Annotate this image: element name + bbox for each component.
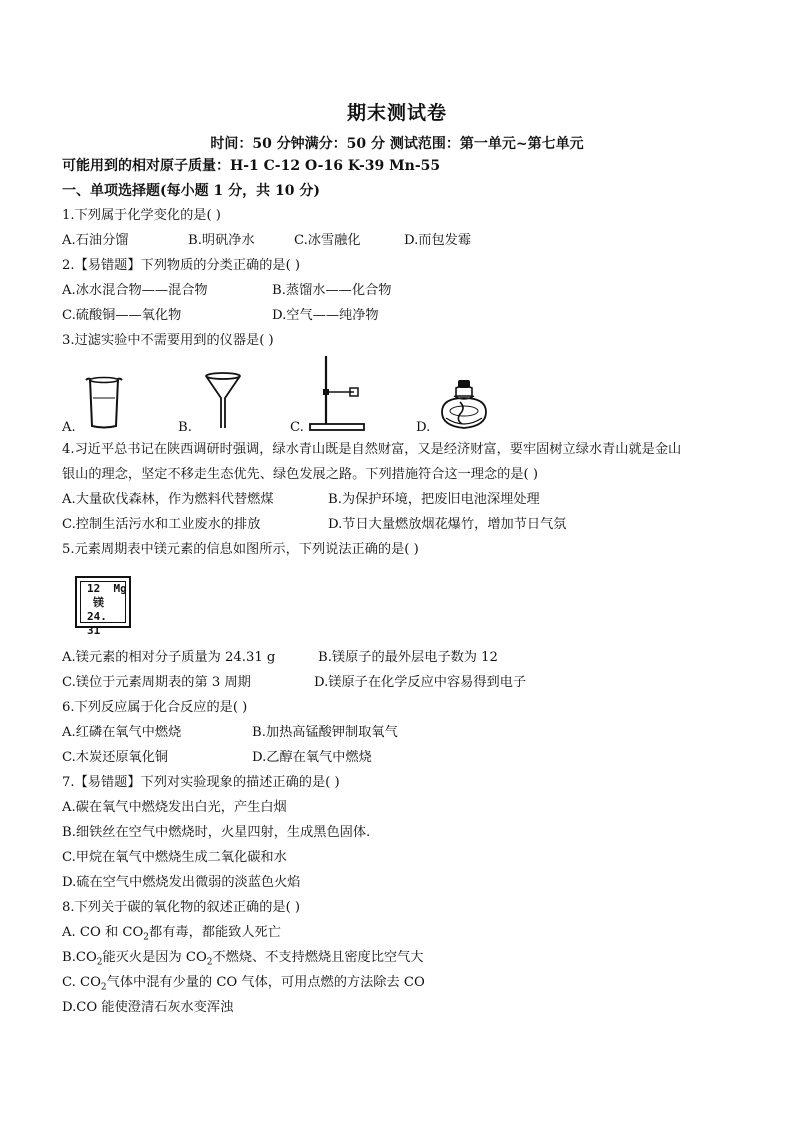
q1-option-a: A.石油分馏 — [62, 233, 129, 248]
q8-b-text-1: B.CO — [62, 950, 97, 965]
q3-stem: 3.过滤实验中不需要用到的仪器是( ) — [62, 333, 274, 348]
alcohol-lamp-icon — [436, 378, 492, 432]
q4-option-c: C.控制生活污水和工业废水的排放 — [62, 517, 261, 532]
q8-stem: 8.下列关于碳的氧化物的叙述正确的是( ) — [62, 900, 301, 915]
q2-row1 — [62, 282, 392, 300]
q8-a-text-1: A. CO 和 CO — [62, 925, 144, 940]
q8-a-sub: 2 — [143, 932, 150, 943]
q5-option-a: A.镁元素的相对分子质量为 24.31 g — [62, 650, 276, 665]
q2-option-a: A.冰水混合物——混合物 — [62, 283, 208, 298]
q6-row2 — [62, 749, 372, 767]
magnesium-element-tile — [75, 576, 131, 637]
q8-option-c — [62, 974, 425, 997]
q8-a-text-2: 都有毒，都能致人死亡 — [149, 925, 281, 940]
q5-row2 — [62, 674, 527, 692]
q5-stem: 5.元素周期表中镁元素的信息如图所示，下列说法正确的是( ) — [62, 542, 419, 557]
q7-option-c: C.甲烷在氧气中燃烧生成二氧化碳和水 — [62, 850, 287, 865]
q3-option-d-label: D. — [416, 420, 431, 435]
q4-option-a: A.大量砍伐森林，作为燃料代替燃煤 — [62, 492, 274, 507]
section-heading: 一、单项选择题(每小题 1 分，共 10 分) — [62, 183, 320, 199]
q3-option-c-label: C. — [290, 420, 304, 435]
q8-option-d: D.CO 能使澄清石灰水变浑浊 — [62, 1000, 234, 1015]
q1-options — [62, 232, 472, 250]
iron-stand-icon — [306, 354, 366, 432]
exam-subtitle: 时间：50 分钟满分：50 分 测试范围：第一单元~第七单元 — [210, 136, 584, 152]
q2-row2 — [62, 307, 379, 325]
q4-option-d: D.节日大量燃放烟花爆竹，增加节日气氛 — [328, 517, 567, 532]
q5-option-d: D.镁原子在化学反应中容易得到电子 — [314, 675, 527, 690]
q2-stem: 2.【易错题】下列物质的分类正确的是( ) — [62, 258, 301, 273]
exam-title: 期末测试卷 — [346, 102, 447, 124]
atomic-masses: 可能用到的相对原子质量：H-1 C-12 O-16 K-39 Mn-55 — [62, 158, 441, 174]
mg-atomic-number: 12 — [87, 582, 101, 595]
q6-option-c: C.木炭还原氧化铜 — [62, 750, 169, 765]
q8-c-sub: 2 — [100, 982, 107, 993]
q6-row1 — [62, 724, 398, 742]
q8-b-text-3: 不燃烧、不支持燃烧且密度比空气大 — [212, 950, 424, 965]
mg-mass: 24. 31 — [87, 610, 107, 637]
q1-option-d: D.而包发霉 — [404, 233, 472, 248]
q1-option-c: C.冰雪融化 — [294, 233, 361, 248]
q5-option-b: B.镁原子的最外层电子数为 12 — [318, 650, 498, 665]
q6-option-d: D.乙醇在氧气中燃烧 — [252, 750, 372, 765]
q3-option-a-label: A. — [62, 420, 76, 435]
q8-c-text-2: 气体中混有少量的 CO 气体，可用点燃的方法除去 CO — [106, 975, 425, 990]
q8-option-a — [62, 924, 281, 947]
q4-row2 — [62, 516, 567, 534]
q1-option-b: B.明矾净水 — [188, 233, 255, 248]
q4-option-b: B.为保护环境，把废旧电池深埋处理 — [328, 492, 540, 507]
q4-row1 — [62, 491, 540, 509]
beaker-icon — [82, 374, 126, 430]
q5-row1 — [62, 649, 498, 667]
q8-b-sub-1: 2 — [96, 957, 103, 968]
q8-b-sub-2: 2 — [206, 957, 213, 968]
q4-stem-line2: 银山的理念，坚定不移走生态优先、绿色发展之路。下列措施符合这一理念的是( ) — [62, 467, 539, 482]
q1-stem: 1.下列属于化学变化的是( ) — [62, 208, 221, 223]
q8-option-b — [62, 949, 423, 972]
q2-option-d: D.空气——纯净物 — [272, 308, 379, 323]
q7-option-a: A.碳在氧气中燃烧发出白光，产生白烟 — [62, 800, 287, 815]
q6-option-a: A.红磷在氧气中燃烧 — [62, 725, 182, 740]
q2-option-b: B.蒸馏水——化合物 — [272, 283, 392, 298]
mg-symbol: Mg — [113, 582, 127, 595]
q7-option-b: B.细铁丝在空气中燃烧时，火星四射，生成黑色固体. — [62, 825, 371, 840]
funnel-icon — [203, 372, 243, 430]
q6-option-b: B.加热高锰酸钾制取氧气 — [252, 725, 398, 740]
q4-stem-line1: 4.习近平总书记在陕西调研时强调，绿水青山既是自然财富，又是经济财富，要牢固树立绿水青山就是金山 — [62, 442, 682, 457]
q8-c-text-1: C. CO — [62, 975, 101, 990]
q8-b-text-2: 能灭火是因为 CO — [102, 950, 207, 965]
q6-stem: 6.下列反应属于化合反应的是( ) — [62, 700, 248, 715]
q7-option-d: D.硫在空气中燃烧发出微弱的淡蓝色火焰 — [62, 875, 301, 890]
q2-option-c: C.硫酸铜——氧化物 — [62, 308, 182, 323]
q3-option-b-label: B. — [178, 420, 192, 435]
mg-name: 镁 — [93, 596, 104, 609]
q5-option-c: C.镁位于元素周期表的第 3 周期 — [62, 675, 251, 690]
q7-stem: 7.【易错题】下列对实验现象的描述正确的是( ) — [62, 775, 340, 790]
